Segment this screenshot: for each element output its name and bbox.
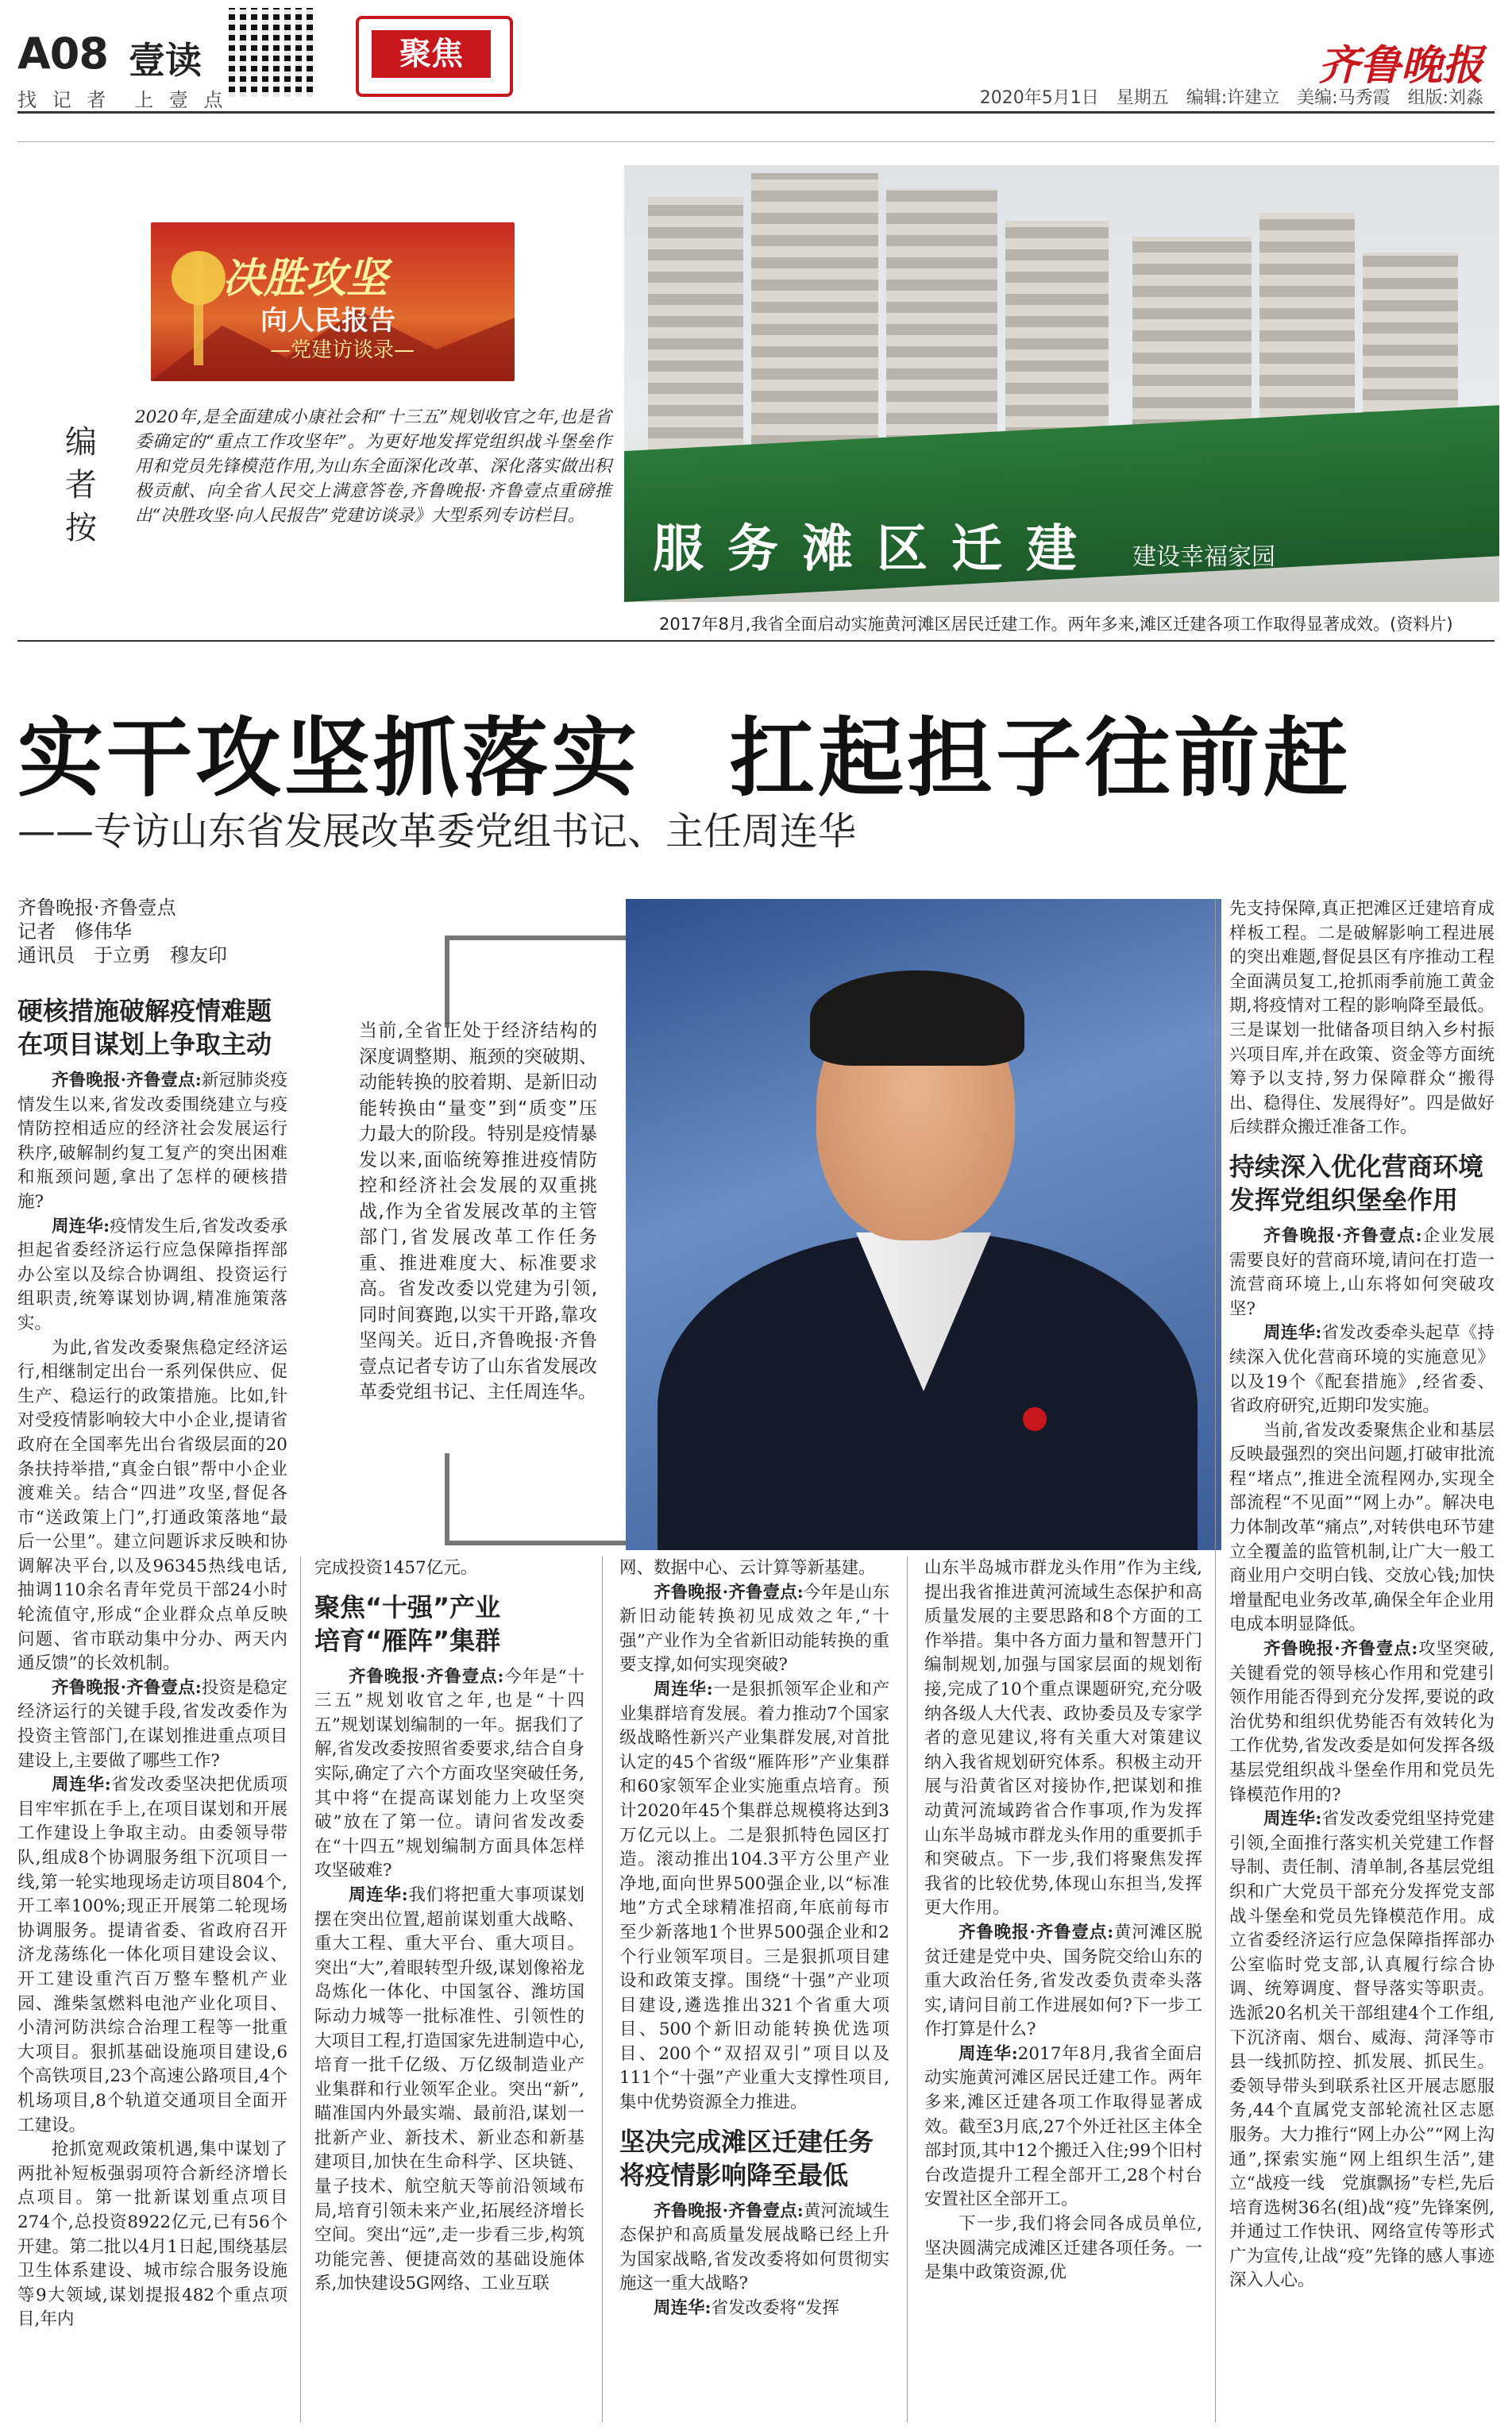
section-heading-3: 坚决完成滩区迁建任务 将疫情影响降至最低 — [619, 2126, 874, 2190]
byline-org: 齐鲁晚报·齐鲁壹点 — [17, 897, 176, 919]
paragraph — [1229, 1321, 1495, 1418]
paragraph: 下一步,我们将会同各成员单位,坚决圆满完成滩区迁建各项任务。一是集中政策资源,优 — [924, 2214, 1202, 2283]
section-name: 壹读 — [129, 39, 202, 82]
fence-slogan-2: 建设幸福家园 — [1132, 543, 1275, 571]
paragraph — [924, 2042, 1202, 2212]
paragraph-text: 省发改委坚决把优质项目牢牢抓在手上,在项目谋划和开展工作建设上争取主动。由委领导带队,组成8个协调服务组下沉项目一线,第一轮实地现场走访项目804个,开工率100%;现正开展第二轮现场协调服务。提请省委、省政府召开济龙荡练化一体化项目建设会议、开工建设重汽百万整车整机产业园、潍柴氢燃料电池产业化项目、小清河防洪综合治理工程等一批重大项目。狠抓基础设施项目建设,6个高铁项目,23个高速公路项目,4个机场项目,8个轨道交通项目全面开工建设。 — [17, 1775, 287, 2135]
byline — [17, 896, 227, 967]
speaker: 齐鲁晚报·齐鲁壹点: — [1263, 1225, 1422, 1246]
paragraph — [619, 2200, 889, 2297]
section-heading-2: 聚焦“十强”产业 培育“雁阵”集群 — [314, 1591, 501, 1656]
paragraph: 完成投资1457亿元。 — [314, 1558, 478, 1578]
newspaper-logo: 齐鲁晚报 — [1317, 41, 1483, 90]
editor-note-text: 2020年,是全面建成小康社会和“十三五”规划收官之年,也是省委确定的“重点工作攻坚年”。为更好地发挥党组织战斗堡垒作用和党员先锋模范作用,为山东全面深化改革、深化落实做出积极贡献、向全省人民交上满意答卷,齐鲁晚报·齐鲁壹点重磅推出“决胜攻坚·向人民报告”党建访谈录》大型系列专访栏目。 — [135, 407, 611, 526]
paragraph — [619, 1678, 889, 2116]
speaker: 齐鲁晚报·齐鲁壹点: — [349, 1666, 504, 1687]
subheadline: ——专访山东省发展改革委党组书记、主任周连华 — [17, 809, 857, 854]
banner-subtitle: 向人民报告 — [260, 305, 395, 337]
column-3 — [619, 1556, 889, 2321]
paragraph — [619, 1581, 889, 1678]
paragraph-text: 黄河流域生态保护和高质量发展战略已经上升为国家战略,省发改委将如何贯彻实施这一重大战略? — [619, 2201, 889, 2294]
column-4 — [924, 1556, 1202, 2285]
byline-reporter: 记者 修伟华 — [17, 920, 132, 943]
speaker: 周连华: — [958, 2043, 1018, 2064]
banner-series: —党建访谈录— — [270, 338, 415, 362]
portrait-photo — [626, 899, 1221, 1550]
paragraph-text: 黄河滩区脱贫迁建是党中央、国务院交给山东的重大政治任务,省发改委负责牵头落实,请问目前工作进展如何?下一步工作打算是什么? — [924, 1922, 1202, 2040]
section-heading-1: 硬核措施破解疫情难题 在项目谋划上争取主动 — [17, 996, 272, 1059]
speaker: 周连华: — [654, 2298, 712, 2319]
paragraph — [314, 1665, 584, 1884]
lead-frame-top — [445, 935, 632, 1028]
paragraph — [314, 1884, 584, 2297]
fence-slogan: 服务滩区迁建 — [653, 520, 1101, 579]
speaker: 周连华: — [1263, 1809, 1322, 1830]
paragraph: 为此,省发改委聚焦稳定经济运行,相继制定出台一系列保供应、促生产、稳运行的政策措施。比如,针对受疫情影响较大中小企业,提请省政府在全国率先出台省级层面的20条扶持举措,“真金白银”帮中小企业渡难关。结合“四进”攻坚,督促各市“送政策上门”,打通政策落地“最后一公里”。建立问题诉求反映和协调解决平台,以及96345热线电话,抽调110余名青年党员干部24小时轮流值守,形成“企业群众点单反映问题、省市联动集中分办、两天内通反馈”的长效机制。 — [17, 1337, 287, 1674]
speaker: 齐鲁晚报·齐鲁壹点: — [1263, 1639, 1418, 1660]
paragraph-text: 我们将把重大事项谋划摆在突出位置,超前谋划重大战略、重大工程、重大平台、重大项目。突出“大”,着眼转型升级,谋划像裕龙岛炼化一体化、中国氢谷、潍坊国际动力城等一批标准性、引领性的大项目工程,打造国家先进制造中心,培育一批千亿级、万亿级制造业产业集群和行业领军企业。突出“新”,瞄准国内外最实端、最前沿,谋划一批新产业、新技术、新业态和新基建项目,加快在生命科学、区块链、量子技术、航空航天等前沿领域布局,培育引领未来产业,拓展经济增长空间。突出“远”,走一步看三步,构筑功能完善、便捷高效的基础设施体系,加快建设5G网络、工业互联 — [314, 1884, 584, 2294]
speaker: 齐鲁晚报·齐鲁壹点: — [52, 1070, 202, 1090]
paragraph — [17, 1215, 287, 1337]
paragraph-text: 新冠肺炎疫情发生以来,省发改委围绕建立与疫情防控相适应的经济社会发展运行秩序,破解制约复工复产的突出困难和瓶颈问题,拿出了怎样的硬核措施? — [17, 1070, 287, 1212]
lead-paragraph: 当前,全省正处于经济结构的深度调整期、瓶颈的突破期、动能转换的胶着期、是新旧动能转换由“量变”到“质变”压力最大的阶段。特别是疫情暴发以来,面临统筹推进疫情防控和经济社会发展的双重挑战,作为全省发展改革的主管部门,省发展改革工作任务重、推进难度大、标准要求高。省发改委以党建为引领,同时间赛跑,以实干开路,靠攻坚闯关。近日,齐鲁晚报·齐鲁壹点记者专访了山东省发展改革委党组书记、主任周连华。 — [359, 1020, 597, 1402]
paragraph-text: 省发改委牵头起草《持续深入优化营商环境的实施意见》以及19个《配套措施》,经省委、省政府研究,近期印发实施。 — [1229, 1323, 1495, 1417]
paragraph — [619, 2297, 889, 2321]
paragraph — [1229, 1225, 1495, 1321]
focus-label: 聚焦 — [372, 30, 491, 78]
lead-frame-bottom — [445, 1453, 632, 1545]
paragraph: 网、数据中心、云计算等新基建。 — [619, 1558, 876, 1578]
page-number: A08 — [17, 29, 108, 79]
byline-correspondent: 通讯员 于立勇 穆友印 — [17, 944, 227, 966]
speaker: 周连华: — [52, 1775, 111, 1796]
column-rule — [907, 1556, 908, 2422]
section-heading-4: 持续深入优化营商环境 发挥党组织堡垒作用 — [1229, 1151, 1484, 1215]
paragraph-text: 攻坚突破,关键看党的领导核心作用和党建引领作用能否得到充分发挥,要说的政治优势和组织优势能否有效转化为工作优势,省发改委是如何发挥各级基层党组织战斗堡垒作用和党员先锋模范作用的? — [1229, 1639, 1495, 1805]
header-rule — [17, 111, 1495, 114]
speaker: 周连华: — [654, 1679, 713, 1699]
paragraph-text: 省发改委将“发挥 — [711, 2298, 839, 2319]
paragraph — [17, 1773, 287, 2138]
editor-note-label: 编者按 — [65, 424, 97, 546]
column-rule — [602, 1556, 603, 2422]
paragraph-text: 一是狠抓领军企业和产业集群培育发展。着力推动7个国家级战略性新兴产业集群发展,对首批认定的45个省级“雁阵形”产业集群和60家领军企业实施重点培育。预计2020年45个集群总规模将达到3万亿元以上。二是狠抓特色园区打造。滚动推出104.3平方公里产业净地,面向世界500强企业,以“标准地”方式全球精准招商,年底前每市至少新落地1个世界500强企业和2个行业领军项目。三是狠抓项目建设和政策支撑。围绕“十强”产业项目建设,遴选推出321个省重大项目、500个新旧动能转换优选项目、200个“双招双引”项目以及111个“十强”产业重大支撑性项目,集中优势资源全力推进。 — [619, 1679, 889, 2113]
paragraph-text: 省发改委党组坚持党建引领,全面推行落实机关党建工作督导制、责任制、清单制,各基层党组织和广大党员干部充分发挥党支部战斗堡垒和党员先锋模范作用。成立省委经济运行应急保障指挥部办公室临时党支部,认真履行综合协调、统筹调度、督导落实等职责。选派20名机关干部组建4个工作组,下沉济南、烟台、威海、菏泽等市县一线抓防控、抓发展、抓民生。委领导带头到联系社区开展志愿服务,44个直属党支部轮流社区志愿服务。大力推行“网上办公”“网上沟通”,探索实施“网上组织生活”,建立“战疫一线 党旗飘扬”专栏,先后培育选树36名(组)战“疫”先锋案例,并通过工作快讯、网络宣传等形式广为宣传,让战“疫”先锋的感人事迹深入人心。 — [1229, 1809, 1495, 2291]
paragraph-text: 今年是山东新旧动能转换初见成效之年,“十强”产业作为全省新旧动能转换的重要支撑,如何实现突破? — [619, 1582, 889, 1676]
issue-meta: 2020年5月1日 星期五 编辑:许建立 美编:马秀霞 组版:刘淼 — [979, 88, 1483, 108]
paragraph: 抢抓宽观政策机遇,集中谋划了两批补短板强弱项符合新经济增长点项目。第一批新谋划重点项目274个,总投资8922亿元,已有56个开建。第二批以4月1日起,围绕基层卫生体系建设、城市综合服务设施等9大领域,谋划提报482个重点项目,年内 — [17, 2139, 287, 2330]
paragraph — [17, 1069, 287, 1215]
paragraph: 当前,省发改委聚焦企业和基层反映最强烈的突出问题,打破审批流程“堵点”,推进全流程网办,实现全部流程“不见面”“网上办”。解决电力体制改革“痛点”,对转供电环节建立全覆盖的监管机制,让广大一般工商业用户交明白钱、交放心钱;加快增量配电业务改革,确保全年企业用电成本明显降低。 — [1229, 1420, 1495, 1635]
banner-title: 决胜攻坚 — [222, 254, 388, 303]
section-rule — [17, 640, 1495, 642]
paragraph — [1229, 1807, 1495, 2293]
paragraph-text: 2017年8月,我省全面启动实施黄河滩区居民迁建工作。两年多来,滩区迁建各项工作取得显著成效。截至3月底,27个外迁社区主体全部封顶,其中12个搬迁入住;99个旧村台改造提升工程全部开工,28个村台安置社区全部开工。 — [924, 2043, 1203, 2210]
tagline: 找 记 者 上 壹 点 — [17, 89, 228, 111]
party-badge-icon — [1023, 1407, 1047, 1431]
column-1 — [17, 985, 287, 2332]
paragraph — [924, 1921, 1202, 2042]
header-subrule — [17, 141, 1495, 142]
column-5 — [1229, 897, 1495, 2293]
paragraph-text: 企业发展需要良好的营商环境,请问在打造一流营商环境上,山东将如何突破攻坚? — [1229, 1225, 1495, 1319]
speaker: 周连华: — [52, 1216, 110, 1236]
column-rule — [300, 1556, 301, 2422]
column-2 — [314, 1556, 584, 2297]
speaker: 齐鲁晚报·齐鲁壹点: — [52, 1677, 202, 1698]
photo-caption: 2017年8月,我省全面启动实施黄河滩区居民迁建工作。两年多来,滩区迁建各项工作取得显著成效。(资料片) — [659, 615, 1453, 634]
paragraph — [1229, 1637, 1495, 1807]
qr-code-icon — [229, 8, 318, 97]
paragraph-text: 疫情发生后,省发改委承担起省委经济运行应急保障指挥部办公室以及综合协调组、投资运行组职责,统筹谋划协调,精准施策落实。 — [17, 1216, 288, 1333]
speaker: 周连华: — [349, 1884, 408, 1905]
paragraph-text: 投资是稳定经济运行的关键手段,省发改委作为投资主管部门,在谋划推进重点项目建设上,主要做了哪些工作? — [17, 1677, 287, 1771]
speaker: 齐鲁晚报·齐鲁壹点: — [654, 2201, 804, 2221]
speaker: 周连华: — [1263, 1323, 1322, 1344]
paragraph: 山东半岛城市群龙头作用”作为主线,提出我省推进黄河流域生态保护和高质量发展的主要思路和8个方面的工作举措。集中各方面力量和智慧开门编制规划,加强与国家层面的规划衔接,完成了10个重点课题研究,充分吸纳各级人大代表、政协委员及专家学者的意见建议,将有关重大对策建议纳入我省规划研究体系。积极主动开展与沿黄省区对接协作,把谋划和推动黄河流域跨省合作事项,作为发挥山东半岛城市群龙头作用的重要抓手和突破点。下一步,我们将聚焦发挥我省的比较优势,体现山东担当,发挥更大作用。 — [924, 1558, 1202, 1919]
speaker: 齐鲁晚报·齐鲁壹点: — [654, 1582, 804, 1603]
headline: 实干攻坚抓落实 扛起担子往前赶 — [17, 709, 1352, 808]
column-rule — [1215, 899, 1216, 2422]
paragraph: 先支持保障,真正把滩区迁建培育成样板工程。二是破解影响工程进展的突出难题,督促县区有序推动工程全面满员复工,抢抓雨季前施工黄金期,将疫情对工程的影响降至最低。三是谋划一批储备项目纳入乡村振兴项目库,并在政策、资金等方面统筹予以支持,努力保障群众“搬得出、稳得住、发展得好”。四是做好后续群众搬迁准备工作。 — [1229, 899, 1495, 1138]
resettlement-photo — [624, 165, 1499, 602]
speaker: 齐鲁晚报·齐鲁壹点: — [958, 1922, 1114, 1942]
paragraph-text: 今年是“十三五”规划收官之年,也是“十四五”规划谋划编制的一年。据我们了解,省发改委按照省委要求,结合自身实际,确定了六个方面攻坚突破任务,其中将“在提高谋划能力上攻坚突破”放在了第一位。请问省发改委在“十四五”规划编制方面具体怎样攻坚破难? — [314, 1666, 584, 1881]
paragraph — [17, 1676, 287, 1773]
